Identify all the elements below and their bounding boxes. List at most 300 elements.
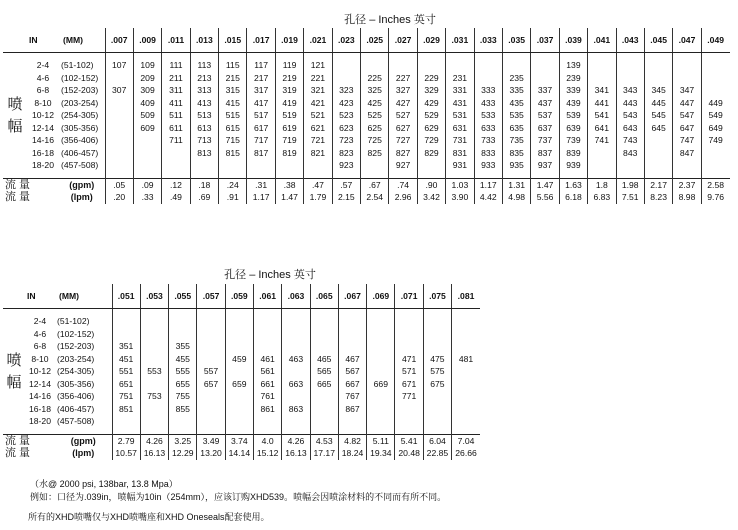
tip-code: 713 [197,135,212,145]
flow-lpm: 19.34 [370,448,392,458]
tip-code [106,159,133,172]
orifice-column [417,53,445,179]
tip-code: 867 [345,403,360,414]
tip-code: 615 [225,122,240,133]
tip-code [113,328,140,341]
tip-code: 531 [452,110,468,120]
orifice-size-header: .057 [197,284,225,309]
tip-code: 723 [339,135,354,145]
flow-values [701,178,729,204]
row-inches: 12-14 [32,122,54,133]
tip-code [475,59,502,72]
tip-code [645,59,672,72]
tip-code [106,97,133,110]
row-mm: (152-203) [57,341,95,351]
tip-code [226,365,253,378]
tip-code [645,159,672,172]
tip-code: 311 [169,85,183,95]
tip-code: 609 [140,122,155,133]
tip-code [282,415,309,428]
flow-values [559,178,587,204]
flow-gpm: 1.03 [451,179,469,190]
tip-code: 567 [345,366,360,376]
tip-code [588,159,615,172]
row-mm: (203-254) [57,353,95,364]
flow-values [389,178,417,204]
tip-code: 545 [651,110,666,120]
flow-values [673,178,701,204]
tip-code: 525 [367,110,382,120]
tip-code [254,328,281,341]
tip-code [226,415,253,428]
note-example: 例如：口径为.039in，喷幅为10in（254mm），应该订购XHD539。喷幅会因喷涂材料的不同而有所不同。 [30,491,447,502]
tip-code: 565 [317,366,332,376]
flow-lpm: 26.66 [455,448,477,458]
tip-code [226,403,253,416]
flow-values [304,178,332,204]
tip-code: 415 [225,97,240,108]
orifice-size-header: .045 [644,28,672,53]
tip-code [367,403,394,416]
tip-code: 517 [253,110,269,120]
tip-code: 463 [288,353,304,364]
flow-lpm: 4.98 [508,192,526,202]
tip-code [503,59,530,72]
tip-code [197,328,224,341]
flow-values [190,178,218,204]
tip-code: 729 [424,135,439,145]
tip-code: 437 [537,97,553,108]
tip-code: 543 [623,110,638,120]
orifice-size-header: .023 [332,28,360,53]
tip-code [395,328,422,341]
tip-code: 935 [509,160,524,170]
tip-code [446,59,473,72]
flow-values [338,434,366,460]
tip-code: 513 [197,110,212,120]
tip-code [197,315,224,328]
orifice-column [190,53,218,179]
tip-code: 623 [339,122,354,133]
flow-lpm: 7.51 [621,192,639,202]
row-mm: (406-457) [61,147,99,158]
tip-code [645,134,672,147]
tip-code: 109 [140,60,155,70]
flow-lpm: .20 [113,192,126,202]
orifice-column [197,309,225,435]
flow-gpm: 2.79 [117,435,135,446]
orifice-column [247,53,275,179]
orifice-column [389,53,417,179]
tip-code: 541 [594,110,609,120]
row-inches: 14-16 [29,391,51,401]
tip-code [424,415,451,428]
header-row [3,284,480,309]
orifice-size-header: .047 [673,28,701,53]
tip-code: 611 [169,122,183,133]
row-inches: 8-10 [34,97,52,108]
tip-code [247,159,274,172]
tip-code: 743 [623,135,638,145]
tip-code [367,328,394,341]
tip-code [475,72,502,85]
tip-code: 511 [169,110,183,120]
tip-code [339,328,366,341]
orifice-column [531,53,559,179]
tip-code: 419 [282,97,297,108]
tip-code: 317 [253,85,269,95]
row-mm: (305-356) [61,122,99,133]
spray-width-char: 幅 [6,374,22,392]
tip-code: 821 [310,147,326,158]
tip-code [134,147,161,160]
tip-code: 431 [452,97,468,108]
spray-tip-table-2 [3,284,480,460]
tip-code: 823 [339,147,354,158]
tip-code: 927 [395,160,411,170]
flow-values [247,178,275,204]
tip-code [395,415,422,428]
orifice-size-header: .061 [254,284,282,309]
tip-code [219,159,246,172]
orifice-size-header: .019 [275,28,303,53]
tip-code [617,59,644,72]
orifice-column [332,53,360,179]
row-mm: (203-254) [61,97,99,108]
tip-code [389,59,416,72]
tip-code: 649 [708,122,723,133]
tip-code [367,315,394,328]
flow-gpm: 1.17 [479,179,497,190]
tip-code: 619 [282,122,297,133]
spray-width-rows [3,53,730,179]
tip-code: 215 [225,72,240,83]
tip-code [361,59,388,72]
tip-code [395,315,422,328]
orifice-size-header: .033 [474,28,502,53]
row-mm: (102-152) [57,328,95,339]
orifice-column [361,53,389,179]
tip-code [226,390,253,403]
flow-gpm: .90 [425,179,438,190]
tip-code [452,390,480,403]
flow-label: 流 量 [5,191,31,203]
tip-code: 139 [566,60,581,70]
row-inches: 18-20 [29,416,51,426]
tip-code: 627 [395,122,411,133]
flow-values [446,178,474,204]
tip-code [106,122,133,135]
flow-label: 流 量 [5,447,31,459]
tip-code: 443 [623,97,638,108]
tip-code: 657 [203,378,219,389]
flow-lpm: .49 [170,192,182,202]
tip-code: 825 [367,147,382,158]
tip-code: 351 [118,341,134,351]
orifice-size-header: .071 [395,284,423,309]
tip-code: 633 [481,122,496,133]
row-inches: 16-18 [29,403,51,414]
tip-code: 471 [401,353,417,364]
tip-code [226,315,253,328]
row-inches: 2-4 [33,316,47,326]
tip-code: 555 [175,366,190,376]
header-row [3,28,730,53]
row-inches: 6-8 [33,341,47,351]
flow-lpm: 4.42 [479,192,497,202]
tip-code [141,415,168,428]
row-inches: 12-14 [29,378,51,389]
flow-lpm: 17.17 [313,448,335,458]
tip-code [424,340,451,353]
flow-lpm: 22.85 [426,448,449,458]
tip-code: 481 [458,353,474,364]
row-mm: (356-406) [57,391,95,401]
tip-code: 355 [175,341,190,351]
tip-code: 231 [452,72,468,83]
orifice-size-header: .051 [112,284,140,309]
tip-code: 423 [339,97,354,108]
tip-code [588,72,615,85]
tip-code [162,159,189,172]
row-mm: (457-508) [61,160,99,170]
flow-gpm: 3.49 [202,435,220,446]
tip-code [452,378,480,391]
tip-code [113,415,140,428]
tip-code: 833 [481,147,496,158]
flow-values [112,434,140,460]
tip-code: 847 [679,147,695,158]
flow-gpm: .18 [198,179,211,190]
tip-code: 761 [260,391,275,401]
tip-code: 747 [679,135,695,145]
tip-code [113,315,140,328]
orifice-column [452,309,480,435]
flow-gpm: .38 [283,179,296,190]
flow-values [219,178,247,204]
tip-code: 449 [708,97,723,108]
flow-values [644,178,672,204]
tip-code [141,403,168,416]
flow-unit: (gpm) [70,435,96,446]
tip-code: 227 [395,72,411,83]
tip-code: 529 [424,110,439,120]
orifice-size-header: .065 [310,284,338,309]
tip-code: 341 [594,85,609,95]
tip-code: 815 [225,147,240,158]
tip-code: 509 [140,110,155,120]
flow-gpm: .67 [368,179,381,190]
tip-code: 113 [197,60,212,70]
tip-code: 625 [367,122,382,133]
orifice-size-header: .015 [219,28,247,53]
flow-values [417,178,445,204]
tip-code: 575 [430,366,445,376]
tip-code: 213 [197,72,212,83]
tip-code: 621 [310,122,326,133]
tip-code: 447 [679,97,695,108]
tip-code [134,159,161,172]
tip-code [367,365,394,378]
flow-values [474,178,502,204]
orifice-size-header: .081 [452,284,480,309]
tip-code: 923 [339,160,354,170]
flow-lpm: 12.29 [172,448,194,458]
orifice-size-header: .043 [616,28,644,53]
header-mm: (MM) [59,28,105,53]
tip-code [191,159,218,172]
tip-code: 659 [232,378,247,389]
tip-code: 307 [112,85,127,95]
tip-code: 323 [339,85,354,95]
tip-code [311,403,338,416]
tip-code [452,403,480,416]
tip-code: 433 [481,97,496,108]
tip-code [226,340,253,353]
tip-code: 827 [395,147,411,158]
tip-code: 733 [481,135,496,145]
flow-lpm: .91 [226,192,239,202]
row-mm: (152-203) [61,85,99,95]
orifice-size-header: .049 [701,28,729,53]
tip-code [169,315,196,328]
orifice-column [644,53,672,179]
orifice-column [423,309,451,435]
flow-values [395,434,423,460]
tip-code: 117 [254,60,268,70]
tip-code [339,415,366,428]
tip-code: 561 [260,366,275,376]
table2-title: 孔径 – Inches 英寸 [224,269,316,281]
orifice-column [502,53,530,179]
tip-code [673,59,700,72]
tip-code: 409 [140,97,155,108]
spray-width-char: 喷 [7,96,23,114]
tip-code [452,415,480,428]
tip-code: 427 [395,97,411,108]
tip-code [367,353,394,366]
orifice-size-header: .027 [389,28,417,53]
flow-unit: (gpm) [69,179,95,190]
tip-code: 537 [537,110,553,120]
header-in: IN [25,284,55,309]
tip-code: 549 [708,110,723,120]
tip-code: 441 [594,97,609,108]
flow-gpm: .74 [397,179,410,190]
tip-code [531,59,558,72]
tip-code: 641 [594,122,609,133]
flow-lpm: 2.96 [394,192,412,202]
tip-code [141,328,168,341]
tip-code [673,72,700,85]
orifice-size-header: .007 [105,28,133,53]
row-inches: 6-8 [36,85,50,95]
flow-values [310,434,338,460]
tip-code [141,315,168,328]
tip-code: 571 [401,366,417,376]
tip-code [617,159,644,172]
flow-lpm: 2.15 [337,192,355,202]
flow-row [3,434,480,460]
orifice-column [225,309,253,435]
tip-code [311,415,338,428]
tip-code [106,72,133,85]
tip-code: 217 [253,72,269,83]
orifice-size-header: .031 [446,28,474,53]
tip-code: 741 [594,135,609,145]
tip-code: 553 [147,366,162,376]
tip-code [367,390,394,403]
tip-code: 527 [395,110,411,120]
flow-values [332,178,360,204]
tip-code: 671 [401,378,417,389]
tip-code [226,328,253,341]
flow-values [105,178,133,204]
flow-lpm: 1.17 [252,192,270,202]
flow-gpm: 3.74 [230,435,248,446]
flow-row [3,178,730,204]
tip-code: 313 [197,85,212,95]
tip-code: 829 [424,147,439,158]
tip-code: 737 [537,135,553,145]
tip-code: 315 [225,85,240,95]
tip-code: 819 [282,147,297,158]
note-pressure: （水@ 2000 psi, 138bar, 13.8 Mpa） [30,479,178,489]
flow-lpm: 8.23 [650,192,667,202]
tip-code: 413 [197,97,212,108]
tip-code: 547 [679,110,695,120]
tip-code: 813 [197,147,212,158]
flow-gpm: 2.58 [707,179,725,190]
tip-code: 933 [481,160,496,170]
tip-code: 229 [424,72,439,83]
flow-values [502,178,530,204]
flow-gpm: .31 [255,179,268,190]
tip-code: 839 [566,147,581,158]
header-in: IN [27,28,59,53]
tip-code: 665 [317,378,332,389]
tip-code: 539 [566,110,581,120]
flow-lpm: 9.76 [707,192,725,202]
orifice-size-header: .069 [367,284,395,309]
orifice-size-header: .009 [133,28,161,53]
tip-code [424,390,451,403]
tip-code: 435 [509,97,524,108]
tip-code [311,315,338,328]
tip-code [395,403,422,416]
tip-code: 843 [623,147,638,158]
flow-lpm: 13.20 [200,448,222,458]
tip-code [424,403,451,416]
flow-gpm: 7.04 [457,435,475,446]
tip-code: 855 [175,403,190,414]
tip-code [197,353,224,366]
tip-code [588,147,615,160]
flow-values [197,434,225,460]
tip-code: 225 [367,72,382,83]
table1-title: 孔径 – Inches 英寸 [344,14,436,26]
flow-lpm: 5.56 [536,192,554,202]
flow-gpm: .05 [113,179,126,190]
tip-code: 331 [452,85,468,95]
tip-code [702,84,730,97]
orifice-size-header: .013 [190,28,218,53]
orifice-column [282,309,310,435]
orifice-column [112,309,140,435]
tip-code: 937 [537,160,553,170]
flow-gpm: 4.82 [344,435,361,446]
spray-width-char: 喷 [6,352,22,370]
